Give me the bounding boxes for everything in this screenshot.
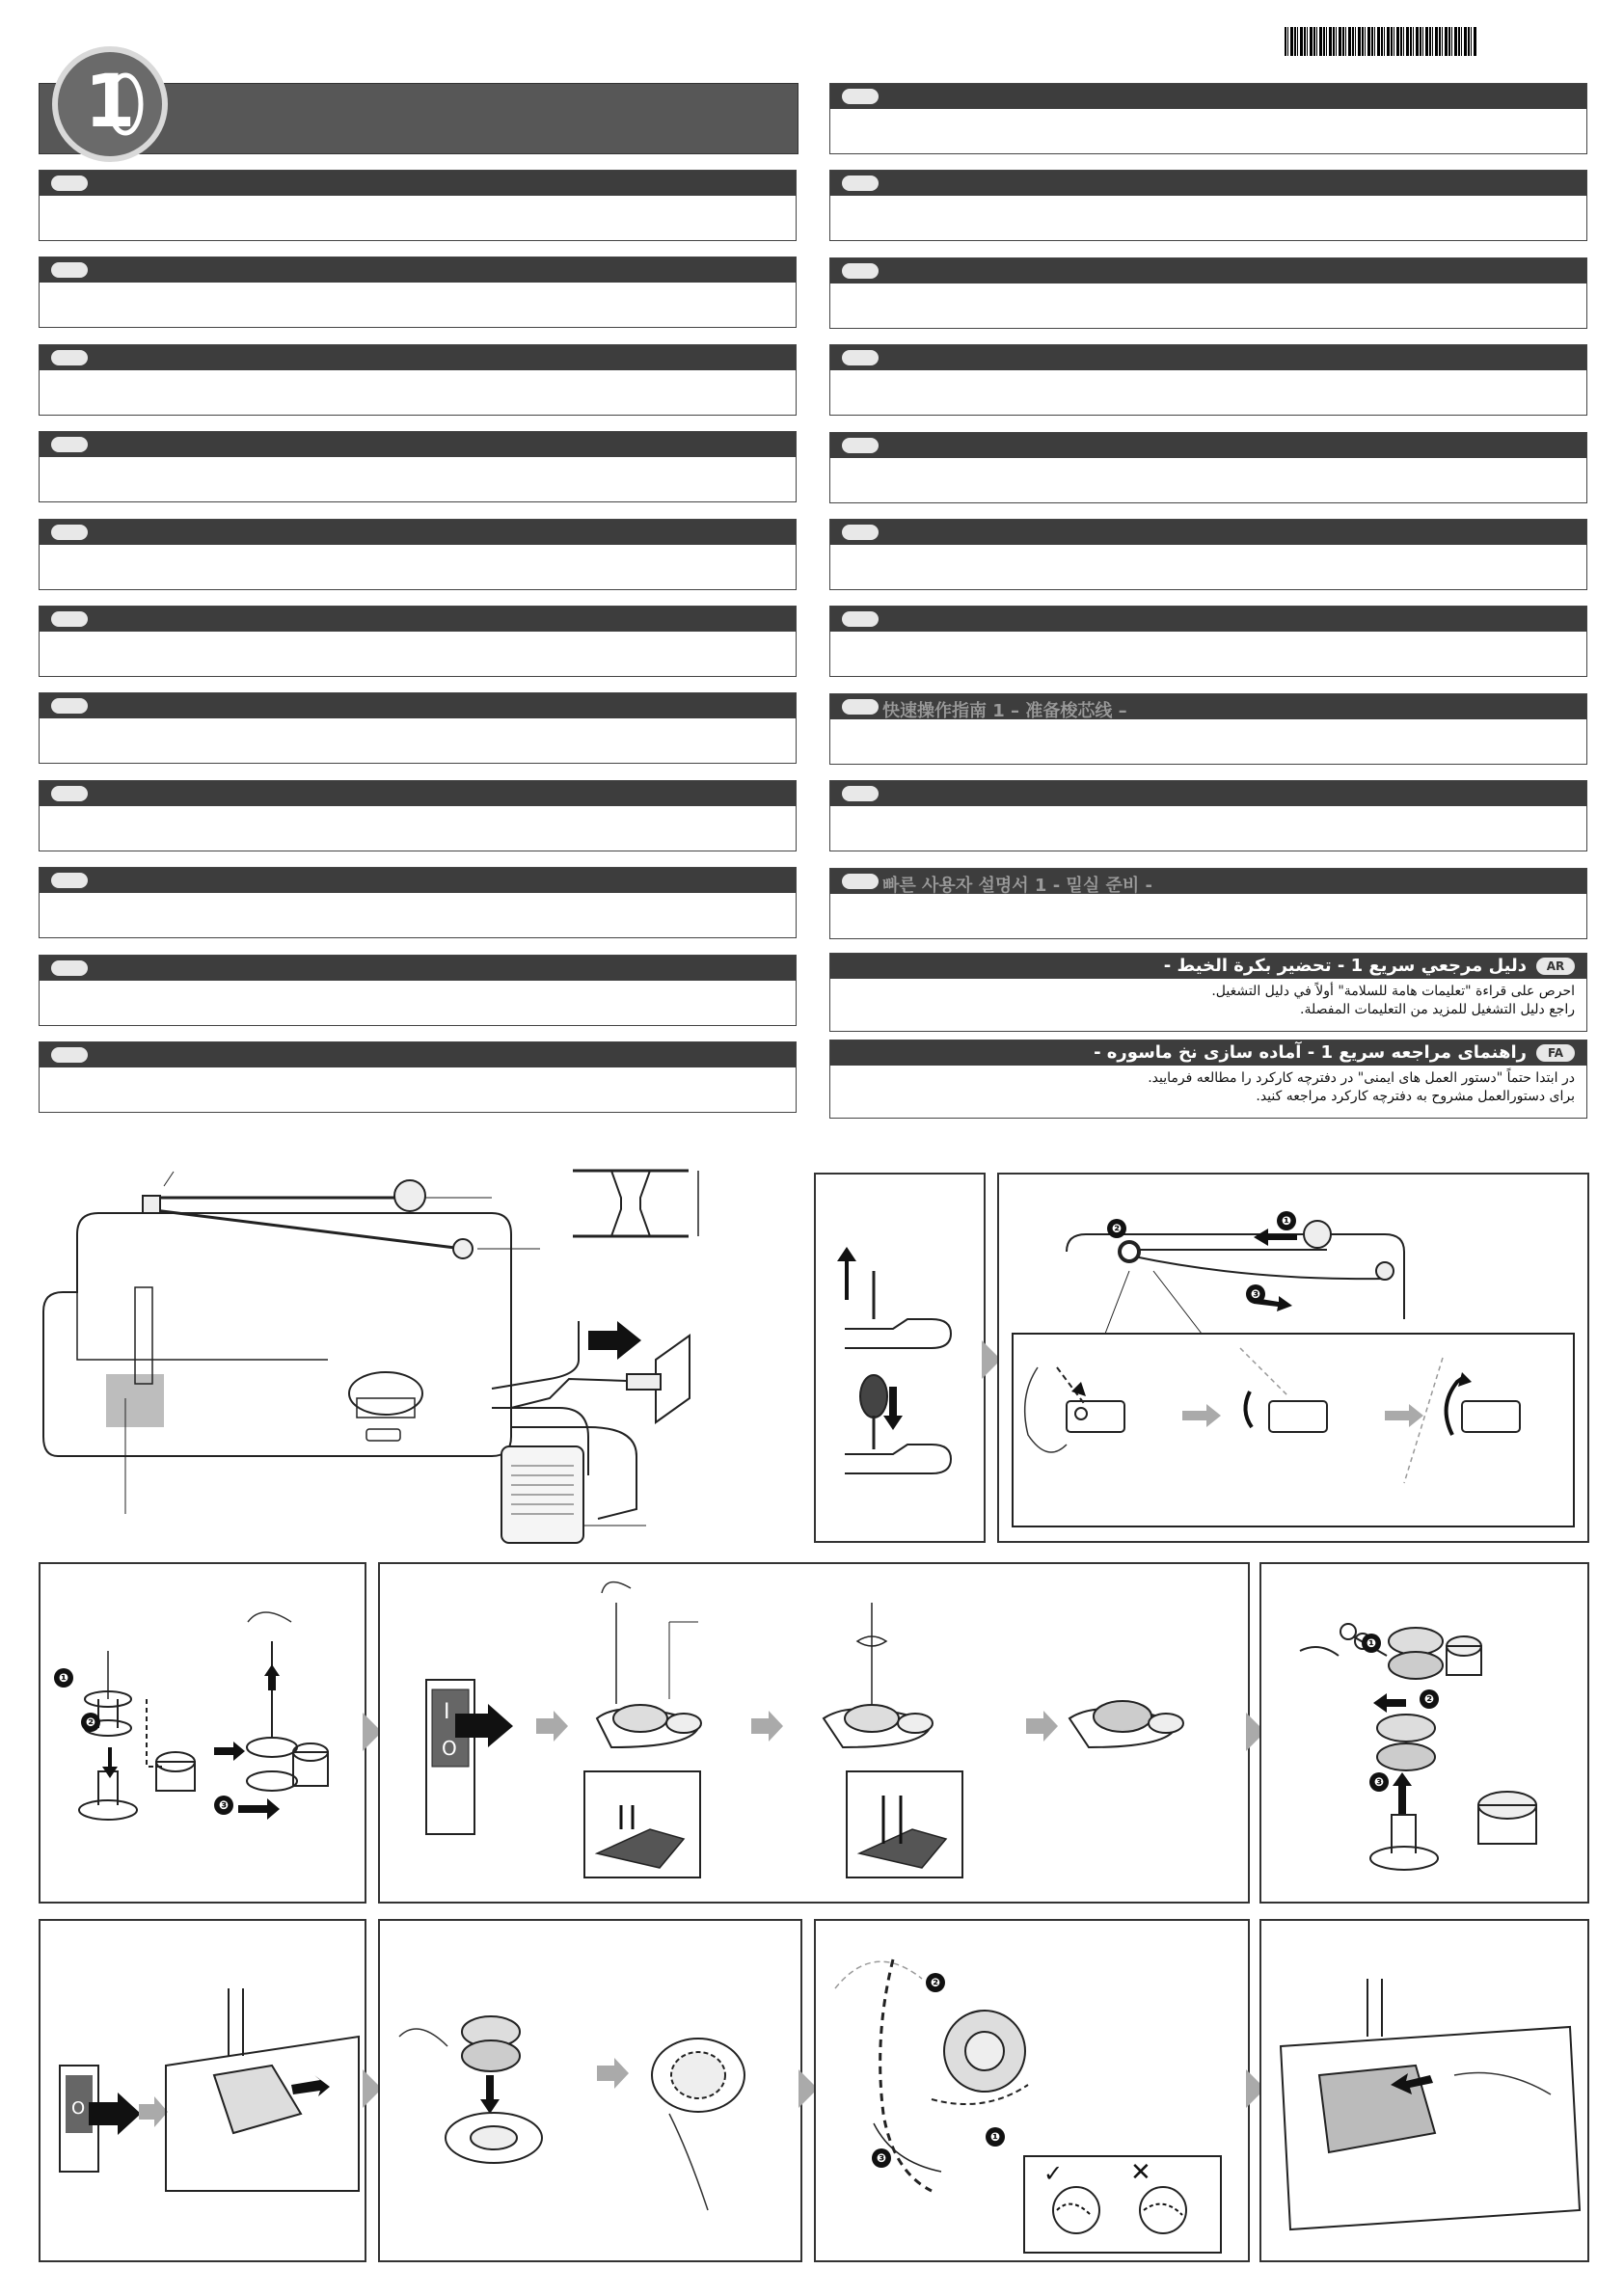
language-code-badge	[51, 873, 88, 888]
thread-bobbin-case-diagram	[816, 1921, 1252, 2264]
language-box	[39, 692, 797, 764]
barcode	[1285, 27, 1477, 56]
close-bobbin-cover-diagram	[1261, 1921, 1591, 2264]
language-header	[830, 781, 1586, 806]
language-code-badge	[51, 960, 88, 976]
language-code-badge	[51, 437, 88, 452]
language-box	[39, 519, 797, 590]
logo-number: 1	[84, 58, 136, 144]
step-panel-close-cover	[1259, 1919, 1589, 2262]
language-code-badge	[51, 525, 88, 540]
language-code-badge	[842, 438, 879, 453]
language-title: راهنمای مراجعه سریع 1 - آماده سازی نخ ماسوره -	[1094, 1042, 1527, 1063]
step-number-3: ❸	[214, 1796, 233, 1815]
language-code-badge	[842, 263, 879, 279]
step-panel-power-off-and-open-cover	[39, 1919, 366, 2262]
language-code-badge: AR	[1536, 958, 1575, 975]
plug-and-foot-pedal-illustration	[511, 1311, 704, 1562]
language-code-badge	[51, 1047, 88, 1063]
language-code-badge	[51, 611, 88, 627]
sewing-machine-overview-illustration	[39, 1157, 579, 1514]
language-header	[830, 84, 1586, 109]
language-code-badge	[51, 262, 88, 278]
step-number-1: ❶	[1362, 1634, 1381, 1653]
language-code-badge	[842, 874, 879, 889]
language-box	[829, 606, 1587, 677]
language-box	[39, 867, 797, 938]
language-title: 快速操作指南 1 – 准备梭芯线 –	[882, 700, 1127, 721]
language-code-badge	[842, 525, 879, 540]
language-code-badge	[51, 786, 88, 801]
language-code-badge	[842, 611, 879, 627]
step-panel-insert-bobbin	[378, 1919, 802, 2262]
language-header	[40, 781, 796, 806]
language-box	[829, 693, 1587, 765]
language-code-badge	[51, 350, 88, 365]
language-code-badge	[842, 350, 879, 365]
language-header	[40, 956, 796, 981]
step-number-2: ❷	[1420, 1689, 1439, 1709]
language-header	[40, 607, 796, 632]
language-header	[830, 694, 1586, 719]
language-box	[39, 431, 797, 502]
remove-bobbin-diagram	[1261, 1564, 1591, 1905]
thread-guide-diagram	[999, 1175, 1591, 1545]
step-panel-bobbin-spindle	[814, 1173, 986, 1543]
step-number-2: ❷	[81, 1713, 100, 1732]
language-header	[40, 520, 796, 545]
wind-bobbin-diagram	[380, 1564, 1252, 1905]
language-box	[829, 432, 1587, 503]
language-box	[829, 83, 1587, 154]
language-header	[830, 258, 1586, 284]
language-header	[830, 433, 1586, 458]
step-number-1: ❶	[54, 1668, 73, 1688]
language-box	[829, 170, 1587, 241]
language-header	[40, 171, 796, 196]
language-body	[830, 979, 1586, 1019]
language-code-badge	[842, 176, 879, 191]
language-box	[829, 868, 1587, 939]
step-number-1: ❶	[1277, 1211, 1296, 1230]
language-box-farsi	[829, 1040, 1587, 1119]
language-code-badge	[842, 699, 879, 715]
language-header	[830, 869, 1586, 894]
bobbin-graphic-icon	[58, 52, 162, 156]
step-panel-wind-bobbin	[378, 1562, 1250, 1904]
bobbin-spindle-diagram	[816, 1175, 988, 1545]
language-header-arabic	[830, 954, 1586, 979]
language-box	[829, 257, 1587, 329]
language-header	[40, 345, 796, 370]
step-number-3: ❸	[1246, 1284, 1265, 1304]
language-code-badge	[842, 89, 879, 104]
language-title: 빠른 사용자 설명서 1 - 밑실 준비 -	[882, 875, 1152, 896]
svg-text:O: O	[71, 2098, 86, 2119]
language-box	[39, 1041, 797, 1113]
instruction-line: احرص على قراءة "تعليمات هامة للسلامة" أولاً في دليل التشغيل.	[1211, 984, 1575, 999]
bobbin-size-illustration	[573, 1169, 708, 1246]
language-header	[40, 257, 796, 283]
instruction-line: برای دستورالعمل مشروح به دفترچه کارکرد مراجعه کنید.	[1256, 1089, 1575, 1104]
language-box	[829, 519, 1587, 590]
instruction-line: راجع دليل التشغيل للمزيد من التعليمات المفصلة.	[1300, 1002, 1575, 1017]
language-box	[39, 780, 797, 851]
instruction-line: در ابتدا حتماً "دستور العمل های ایمنی" در دفترچه کارکرد را مطالعه فرمایید.	[1148, 1070, 1575, 1086]
language-box	[39, 257, 797, 328]
language-header	[40, 432, 796, 457]
step-panel-place-bobbin	[39, 1562, 366, 1904]
language-header	[830, 171, 1586, 196]
language-body	[830, 1066, 1586, 1106]
language-header	[40, 693, 796, 718]
language-code-badge	[51, 698, 88, 714]
language-header	[830, 520, 1586, 545]
language-header	[40, 868, 796, 893]
language-header	[830, 345, 1586, 370]
language-code-badge: FA	[1536, 1044, 1575, 1062]
language-header	[830, 607, 1586, 632]
language-header-farsi	[830, 1040, 1586, 1066]
correct-mark-icon: ✓	[1043, 2160, 1064, 2187]
step-panel-remove-bobbin	[1259, 1562, 1589, 1904]
language-code-badge	[51, 176, 88, 191]
svg-text:O: O	[442, 1737, 457, 1760]
step-number-3: ❸	[872, 2148, 891, 2168]
incorrect-mark-icon: ✕	[1130, 2158, 1151, 2187]
svg-text:I: I	[444, 1700, 450, 1724]
step-number-2: ❷	[1107, 1219, 1126, 1238]
language-box	[829, 780, 1587, 851]
bobbin-logo-icon	[52, 46, 168, 162]
open-bobbin-cover-diagram	[41, 1921, 368, 2264]
language-box	[39, 170, 797, 241]
step-panel-thread-bobbin-case	[814, 1919, 1250, 2262]
place-bobbin-diagram	[41, 1564, 368, 1905]
language-box	[39, 955, 797, 1026]
step-number-1: ❶	[986, 2127, 1005, 2147]
step-panel-thread-guide	[997, 1173, 1589, 1543]
language-box	[829, 344, 1587, 416]
language-title: دليل مرجعي سريع 1 - تحضير بكرة الخيط -	[1163, 956, 1527, 976]
language-box-arabic	[829, 953, 1587, 1032]
language-code-badge	[842, 786, 879, 801]
language-box	[39, 606, 797, 677]
language-header	[40, 1042, 796, 1067]
step-number-2: ❷	[926, 1973, 945, 1992]
step-number-3: ❸	[1369, 1772, 1389, 1792]
insert-bobbin-diagram	[380, 1921, 804, 2264]
language-box	[39, 344, 797, 416]
